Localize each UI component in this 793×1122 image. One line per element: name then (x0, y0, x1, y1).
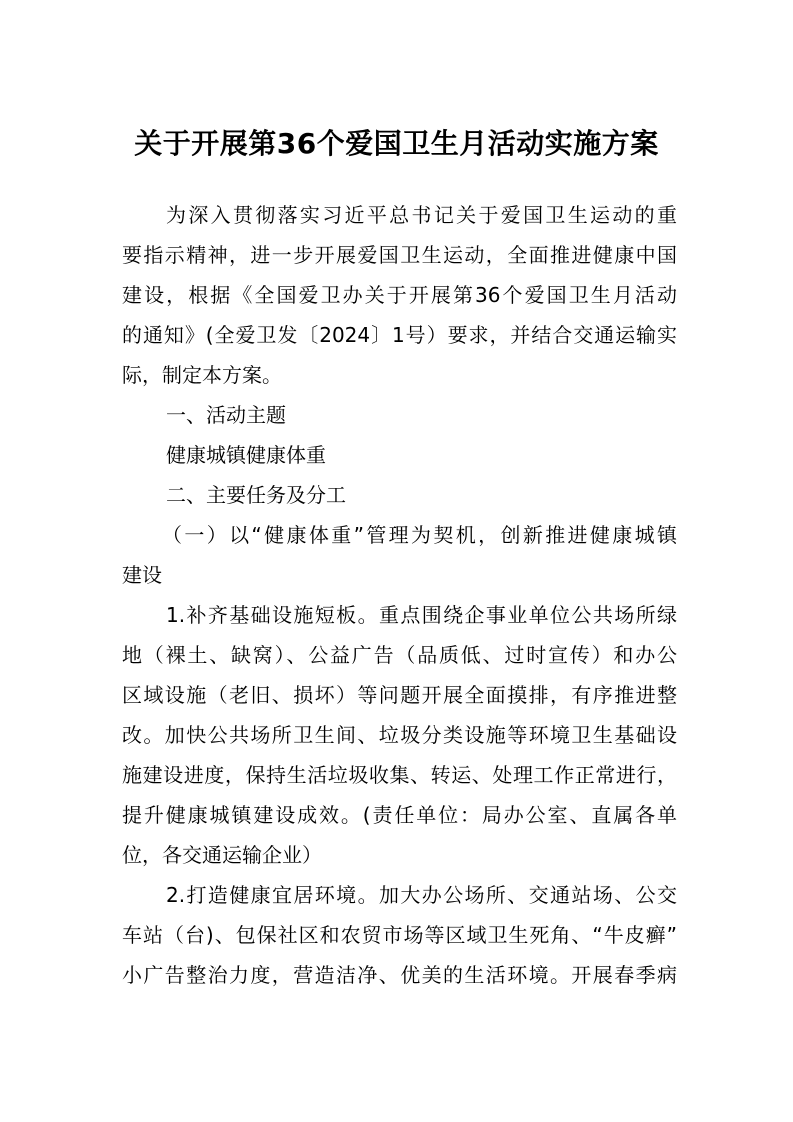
paragraph-line: 小广告整治力度，营造洁净、优美的生活环境。开展春季病 (122, 963, 677, 987)
paragraph-line: 改。加快公共场所卫生间、垃圾分类设施等环境卫生基础设 (122, 723, 677, 747)
section-heading: 一、活动主题 (166, 403, 286, 427)
paragraph-line: 2.打造健康宜居环境。加大办公场所、交通站场、公交 (166, 883, 677, 907)
document-body (122, 195, 677, 995)
paragraph-line: 1.补齐基础设施短板。重点围绕企事业单位公共场所绿 (166, 603, 677, 627)
subsection-heading: （一）以“健康体重”管理为契机，创新推进健康城镇 (162, 523, 677, 547)
paragraph-line: 地（裸土、缺窝）、公益广告（品质低、过时宣传）和办公 (122, 643, 677, 667)
paragraph-line: 区域设施（老旧、损坏）等问题开展全面摸排，有序推进整 (122, 683, 677, 707)
paragraph-line: 位，各交通运输企业） (122, 843, 322, 867)
paragraph-line: 车站（台)、包保社区和农贸市场等区域卫生死角、“牛皮癣” (122, 923, 677, 947)
paragraph-line: 建设，根据《全国爱卫办关于开展第36个爱国卫生月活动 (122, 283, 677, 307)
paragraph-line: 为深入贯彻落实习近平总书记关于爱国卫生运动的重 (166, 203, 677, 227)
paragraph-line: 提升健康城镇建设成效。(责任单位：局办公室、直属各单 (122, 803, 677, 827)
document-title: 关于开展第36个爱国卫生月活动实施方案 (134, 127, 659, 160)
subsection-heading: 建设 (122, 563, 162, 587)
paragraph-line: 要指示精神，进一步开展爱国卫生运动，全面推进健康中国 (122, 243, 677, 267)
paragraph-line: 健康城镇健康体重 (166, 443, 326, 467)
paragraph-line: 施建设进度，保持生活垃圾收集、转运、处理工作正常进行， (122, 763, 677, 787)
paragraph-line: 的通知》(全爱卫发〔2024〕1号）要求，并结合交通运输实 (122, 323, 677, 347)
paragraph-line: 际，制定本方案。 (122, 363, 282, 387)
section-heading: 二、主要任务及分工 (166, 483, 346, 507)
